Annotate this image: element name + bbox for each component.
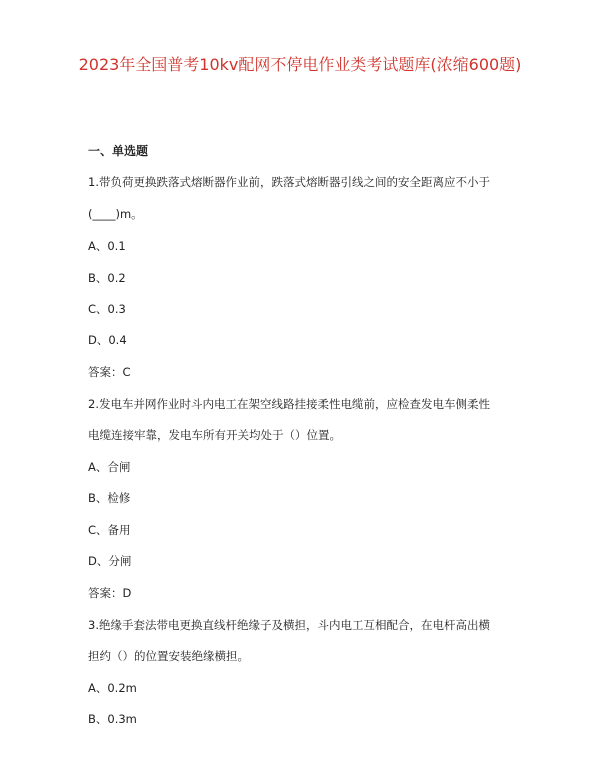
question-3-stem-line-1: 3.绝缘手套法带电更换直线杆绝缘子及横担，斗内电工互相配合，在电杆高出横 [88, 618, 490, 632]
question-1-option-d: D、0.4 [88, 333, 127, 347]
question-2-stem-line-2: 电缆连接牢靠，发电车所有开关均处于（）位置。 [88, 428, 341, 442]
question-1-stem-line-1: 1.带负荷更换跌落式熔断器作业前，跌落式熔断器引线之间的安全距离应不小于 [88, 175, 490, 189]
question-2-option-c: C、备用 [88, 523, 131, 537]
question-1-option-c: C、0.3 [88, 302, 126, 316]
question-2-option-a: A、合闸 [88, 460, 131, 474]
document-title: 2023年全国普考10kv配网不停电作业类考试题库(浓缩600题) [78, 55, 522, 74]
question-1-option-a: A、0.1 [88, 239, 126, 253]
question-2-option-d: D、分闸 [88, 554, 132, 568]
question-1-stem-line-2: (____)m。 [88, 207, 143, 221]
question-3-option-b: B、0.3m [88, 712, 137, 726]
question-1-option-b: B、0.2 [88, 271, 126, 285]
question-3-stem-line-2: 担约（）的位置安装绝缘横担。 [88, 649, 249, 663]
question-2-option-b: B、检修 [88, 491, 131, 505]
question-2-answer: 答案：D [88, 586, 132, 600]
question-2-stem-line-1: 2.发电车并网作业时斗内电工在架空线路挂接柔性电缆前，应检查发电车侧柔性 [88, 397, 490, 411]
section-heading: 一、单选题 [88, 144, 149, 158]
question-3-option-a: A、0.2m [88, 681, 137, 695]
question-1-answer: 答案：C [88, 365, 131, 379]
